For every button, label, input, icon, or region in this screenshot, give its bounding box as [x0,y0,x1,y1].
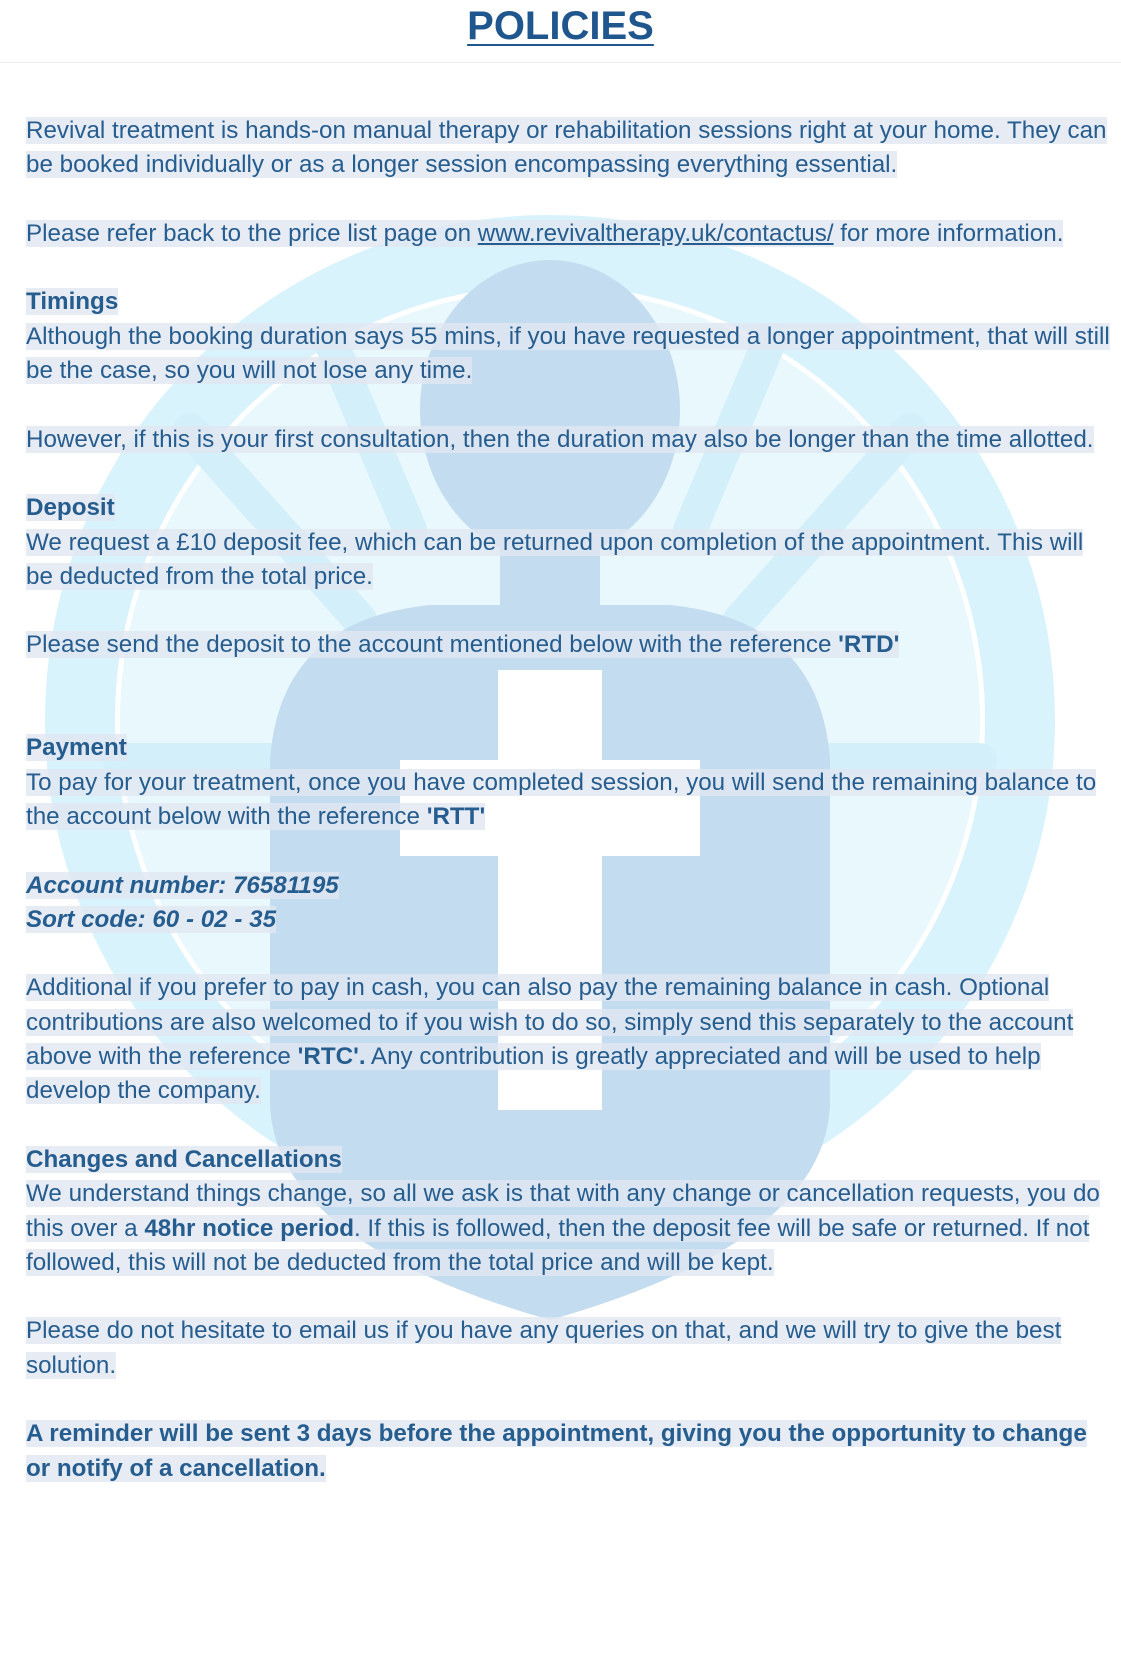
deposit-paragraph-2: Please send the deposit to the account mentioned below with the reference 'RTD' [26,631,900,659]
changes-paragraph-2: Please do not hesitate to email us if you have any queries on that, and we will try to give the best solution. [26,1317,1062,1379]
account-number: Account number: 76581195 [26,871,339,899]
page-title: POLICIES [467,4,654,48]
sort-code: Sort code: 60 - 02 - 35 [26,905,277,933]
price-list-link[interactable]: www.revivaltherapy.uk/contactus/ [477,219,834,247]
payment-reference: 'RTT' [426,802,486,830]
timings-heading: Timings [26,288,119,316]
reminder-notice: A reminder will be sent 3 days before the appointment, giving you the opportunity to change or notify of a cancellation. [26,1420,1087,1482]
contribution-reference: 'RTC'. [297,1043,366,1071]
deposit-paragraph-1: We request a £10 deposit fee, which can be returned upon completion of the appointment. This will be deducted from the total price. [26,528,1084,590]
changes-heading: Changes and Cancellations [26,1145,342,1173]
payment-heading: Payment [26,734,127,762]
deposit-reference: 'RTD' [838,631,900,659]
timings-paragraph-2: However, if this is your first consultation, then the duration may also be longer than the time allotted. [26,425,1094,453]
deposit-heading: Deposit [26,494,115,522]
payment-paragraph-1: To pay for your treatment, once you have completed session, you will send the remaining balance to the account below with the reference 'RTT' [26,768,1097,830]
timings-paragraph-1: Although the booking duration says 55 mins, if you have requested a longer appointment, that will still be the case, so you will not lose any time. [26,322,1110,385]
changes-paragraph-1: We understand things change, so all we ask is that with any change or cancellation requests, you do this over a 48hr notice period. If this is followed, then the deposit fee will be safe or returned. If not followed, this will not be deducted from the total price and will be kept. [26,1180,1100,1276]
price-list-paragraph: Please refer back to the price list page on www.revivaltherapy.uk/contactus/ for more information. [26,219,1064,247]
title-divider [0,62,1121,63]
intro-paragraph: Revival treatment is hands-on manual therapy or rehabilitation sessions right at your home. They can be booked individually or as a longer session encompassing everything essential. [26,117,1107,179]
payment-paragraph-2: Additional if you prefer to pay in cash, you can also pay the remaining balance in cash. Optional contributions are also welcomed to if you wish to do so, simply send this separately to the account above with the reference 'RTC'. Any contribution is greatly appreciated and will be used to help develop the company. [26,974,1074,1105]
policy-content [26,114,1111,1486]
notice-period: 48hr notice period [144,1214,354,1242]
